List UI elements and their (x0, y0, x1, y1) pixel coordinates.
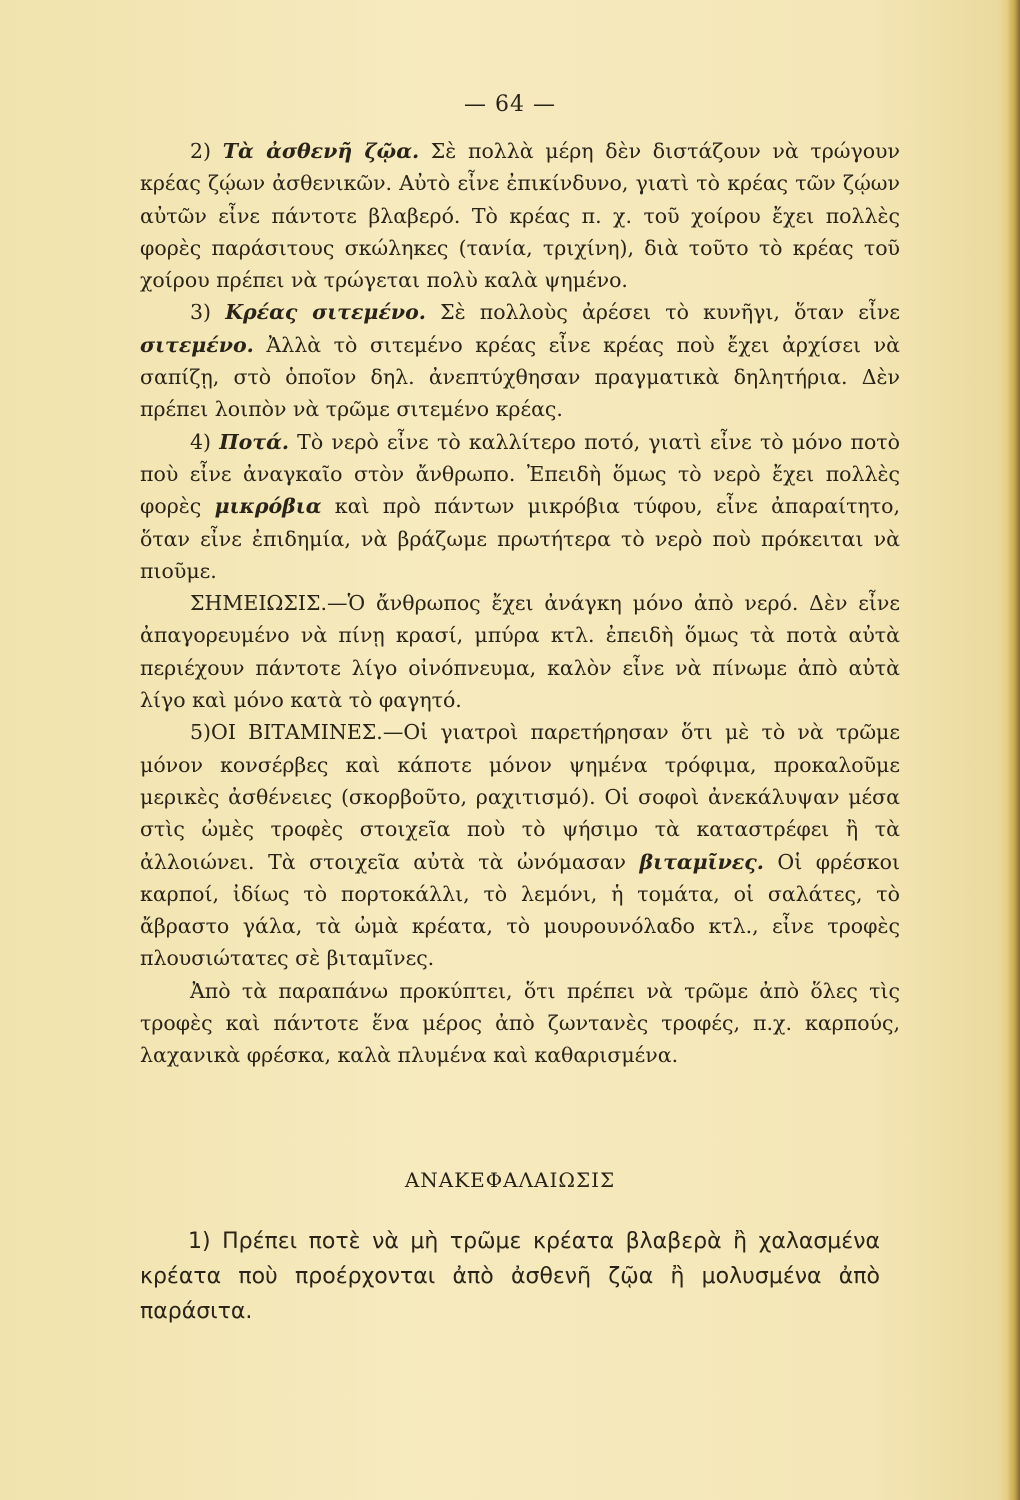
paragraph-vitamins (140, 716, 900, 974)
section-heading: Κρέας σιτεμένο. (225, 300, 426, 325)
emphasis: σιτεμένο. (140, 332, 254, 357)
paragraph-text: Ἀπὸ τὰ παραπάνω προκύπτει, ὅτι πρέπει νὰ τρῶμε ἀπὸ ὅλες τὶς τροφὲς καὶ πάντοτε ἕνα μέρος ἀπὸ ζωντανὲς τροφές, π.χ. καρπούς, λαχανικὰ φρέσκα, καλὰ πλυμένα καὶ καθαρισμένα. (140, 978, 900, 1068)
paragraph-note (140, 587, 900, 716)
paragraph-conclusion (140, 975, 900, 1072)
page-edge-shadow (998, 0, 1020, 1500)
summary-title: ΑΝΑΚΕΦΑΛΑΙΩΣΙΣ (404, 1168, 616, 1192)
emphasis: μικρόβια (214, 494, 322, 519)
paragraph-text: ΣΗΜΕΙΩΣΙΣ.—Ὁ ἄνθρωπος ἔχει ἀνάγκη μόνο ἀπὸ νερό. Δὲν εἶνε ἀπαγορευμένο νὰ πίνῃ κρασί, μπύρα κτλ. ἐπειδὴ ὅμως τὰ ποτὰ αὐτὰ περιέχουν πάντοτε λίγο οἰνόπνευμα, καλὸν εἶνε νὰ πίνωμε ἀπὸ αὐτὰ λίγο καὶ μόνο κατὰ τὸ φαγητό. (140, 591, 900, 713)
paragraph-text: 5)ΟΙ ΒΙΤΑΜΙΝΕΣ.—Οἱ γιατροὶ παρετήρησαν ὅτι μὲ τὸ νὰ τρῶμε μόνον κονσέρβες καὶ κάποτε μόνον ψημένα τρόφιμα, προκαλοῦμε μερικὲς ἀσθένειες (σκορβοῦτο, ραχιτισμό). Οἱ σοφοὶ ἀνεκάλυψαν μέσα στὶς ὠμὲς τροφὲς στοιχεῖα ποὺ τὸ ψήσιμο τὰ καταστρέφει ἢ τὰ ἀλλοιώνει. Τὰ στοιχεῖα αὐτὰ τὰ ὠνόμασαν (140, 720, 900, 874)
item-number: 2) (190, 139, 223, 163)
paragraph-text: Τὸ νερὸ εἶνε τὸ καλλίτερο ποτό, γιατὶ εἶνε τὸ μόνο ποτὸ ποὺ εἶνε ἀναγκαῖο στὸν ἄνθρωπο. Ἐπειδὴ ὅμως τὸ νερὸ ἔχει πολλὲς φορὲς (140, 429, 900, 519)
paragraph-aged-meat (140, 296, 900, 425)
paragraph-drinks (140, 426, 900, 587)
paragraph-text: Οἱ φρέσκοι καρποί, ἰδίως τὸ πορτοκάλλι, τὸ λεμόνι, ἡ τομάτα, οἱ σαλάτες, τὸ ἄβραστο γάλα, τὰ ὠμὰ κρέατα, τὸ μουρουνόλαδο κτλ., εἶνε τροφὲς πλουσιώτατες σὲ βιταμῖνες. (140, 849, 900, 971)
section-heading: Τὰ ἀσθενῆ ζῷα. (222, 139, 420, 163)
emphasis: βιταμῖνες. (639, 849, 764, 874)
paragraph-text: Σὲ πολλοὺς ἀρέσει τὸ κυνῆγι, ὅταν εἶνε (425, 300, 900, 325)
page-number: — 64 — (464, 92, 556, 117)
summary-item: 1) Πρέπει ποτὲ νὰ μὴ τρῶμε κρέατα βλαβερὰ ἢ χαλασμένα κρέατα ποὺ προέρχονται ἀπὸ ἀσθενῆ ζῷα ἢ μολυσμένα ἀπὸ παράσιτα. (140, 1229, 880, 1324)
paragraph-text: Σὲ πολλὰ μέρη δὲν διστάζουν νὰ τρώγουν κρέας ζῴων ἀσθενικῶν. Αὐτὸ εἶνε ἐπικίνδυνο, γιατὶ τὸ κρέας τῶν ζῴων αὐτῶν εἶνε πάντοτε βλαβερό. Τὸ κρέας π. χ. τοῦ χοίρου ἔχει πολλὲς φορὲς παράσιτους σκώληκες (τανία, τριχίνη), διὰ τοῦτο τὸ κρέας τοῦ χοίρου πρέπει νὰ τρώγεται πολὺ καλὰ ψημένο. (140, 139, 900, 293)
paragraph-sick-animals (140, 135, 900, 296)
summary-list (140, 1224, 880, 1329)
paragraph-text: καὶ πρὸ πάντων μικρόβια τύφου, εἶνε ἀπαραίτητο, ὅταν εἶνε ἐπιδημία, νὰ βράζωμε πρωτήτερα τὸ νερὸ ποὺ πρόκειται νὰ πιοῦμε. (140, 494, 900, 583)
item-number: 4) (190, 429, 220, 454)
paragraph-text: Ἀλλὰ τὸ σιτεμένο κρέας εἶνε κρέας ποὺ ἔχει ἀρχίσει νὰ σαπίζῃ, στὸ ὁποῖον δηλ. ἀνεπτύχθησαν πραγματικὰ δηλητήρια. Δὲν πρέπει λοιπὸν νὰ τρῶμε σιτεμένο κρέας. (140, 332, 900, 422)
main-text (140, 135, 900, 1072)
item-number: 3) (190, 300, 226, 325)
section-heading: Ποτά. (219, 429, 289, 454)
